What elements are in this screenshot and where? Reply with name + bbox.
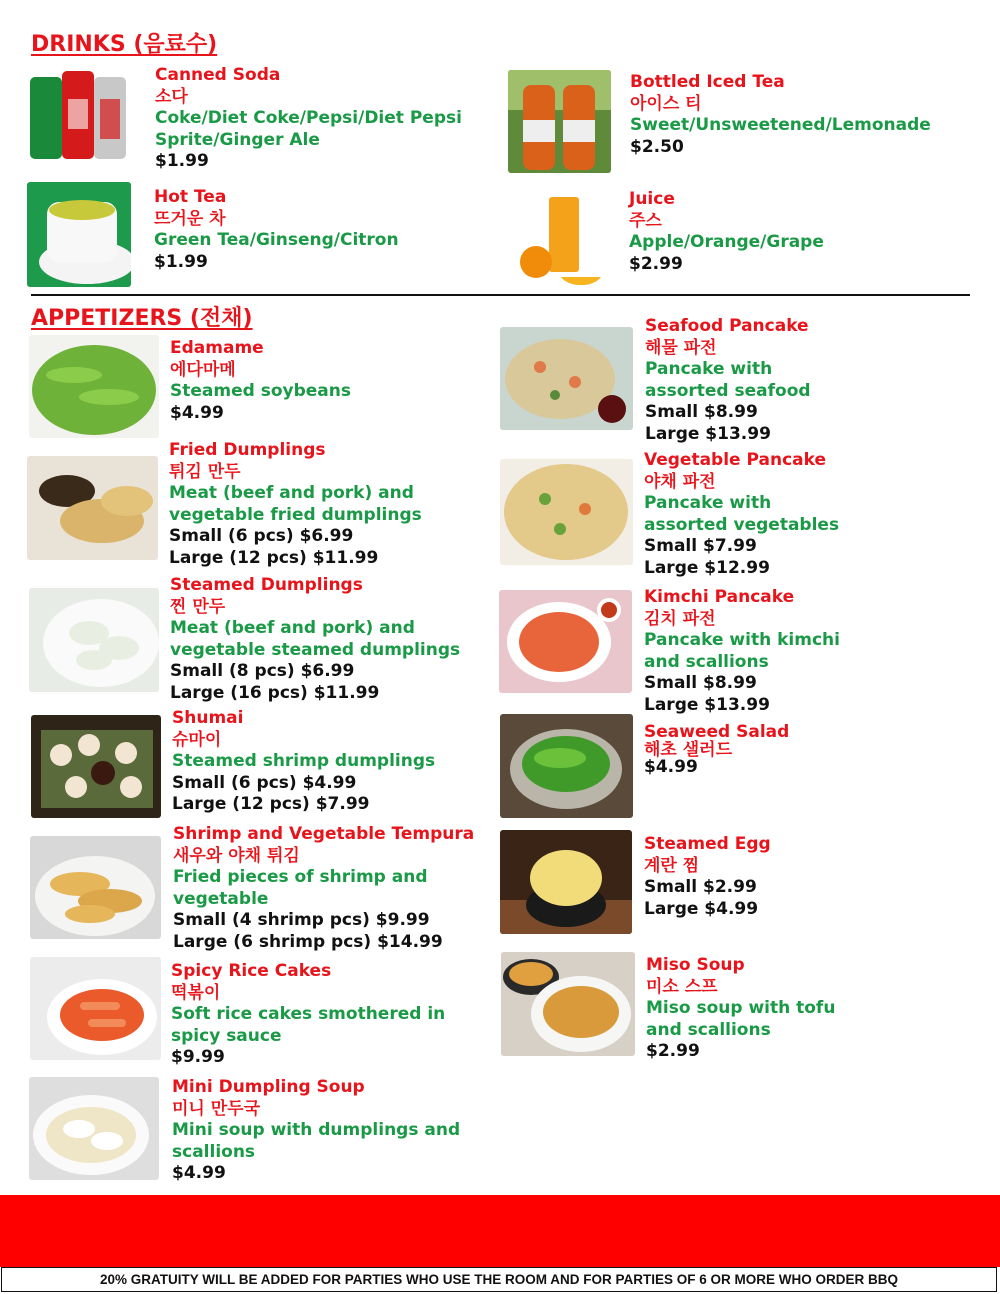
- bottled-iced-tea-photo: [508, 70, 611, 173]
- menu-item-steamed-egg: [644, 834, 964, 920]
- item-price: Large (16 pcs) $11.99: [170, 682, 380, 703]
- spicy-rice-cakes-photo: [30, 957, 161, 1060]
- item-price: Small (4 shrimp pcs) $9.99: [173, 910, 430, 930]
- item-name: Mini Dumpling Soup: [172, 1077, 365, 1097]
- canned-soda-photo: [28, 69, 128, 163]
- item-price: $4.99: [644, 757, 698, 777]
- item-description: Miso soup with tofu and scallions: [646, 998, 836, 1040]
- red-banner: [0, 1195, 1000, 1267]
- menu-item-miso-soup: [646, 955, 966, 1063]
- item-name: Shumai: [172, 708, 244, 728]
- vegetable-pancake-photo: [500, 459, 633, 565]
- item-name: Hot Tea: [154, 187, 227, 207]
- menu-item-edamame: [170, 338, 470, 424]
- menu-item-shumai: [172, 708, 472, 816]
- item-price: Large $13.99: [645, 423, 771, 444]
- item-korean-name: 야채 파전: [644, 471, 716, 492]
- item-name: Seafood Pancake: [645, 316, 809, 336]
- item-name: Canned Soda: [155, 65, 281, 85]
- hot-tea-photo: [27, 182, 131, 287]
- menu-item-seafood-pancake: [645, 316, 965, 445]
- item-name: Seaweed Salad: [644, 722, 790, 742]
- menu-item-mini-dumpling-soup: [172, 1077, 472, 1185]
- item-description: Meat (beef and pork) and vegetable fried dumplings: [169, 483, 422, 525]
- item-name: Kimchi Pancake: [644, 587, 795, 607]
- seafood-pancake-photo: [500, 327, 633, 430]
- item-korean-name: 떡볶이: [171, 982, 221, 1003]
- item-price: Large (12 pcs) $11.99: [169, 547, 379, 568]
- item-korean-name: 미니 만두국: [172, 1098, 261, 1119]
- item-korean-name: 소다: [155, 86, 188, 107]
- item-price: Large $4.99: [644, 898, 759, 919]
- item-description: Sweet/Unsweetened/Lemonade: [630, 115, 931, 135]
- item-description: Pancake with assorted seafood: [645, 359, 811, 401]
- item-name: Spicy Rice Cakes: [171, 961, 332, 981]
- item-korean-name: 해초 샐러드: [644, 739, 733, 760]
- item-description: Fried pieces of shrimp and vegetable: [173, 867, 428, 909]
- item-name: Fried Dumplings: [169, 440, 326, 460]
- item-korean-name: 새우와 야채 튀김: [173, 845, 300, 866]
- kimchi-pancake-photo: [499, 590, 632, 693]
- item-description: Meat (beef and pork) and vegetable steamed dumplings: [170, 618, 461, 660]
- item-korean-name: 튀김 만두: [169, 461, 241, 482]
- item-name: Miso Soup: [646, 955, 745, 975]
- item-korean-name: 에다마메: [170, 359, 236, 380]
- item-name: Steamed Dumplings: [170, 575, 363, 595]
- item-description: Coke/Diet Coke/Pepsi/Diet Pepsi Sprite/Ginger Ale: [155, 108, 462, 150]
- menu-item-juice: [629, 189, 959, 275]
- item-price: $4.99: [170, 402, 224, 423]
- item-price: Large (6 shrimp pcs) $14.99: [173, 931, 443, 952]
- menu-item-steamed-dumplings: [170, 575, 470, 704]
- item-description: Pancake with assorted vegetables: [644, 493, 840, 535]
- menu-item-vegetable-pancake: [644, 450, 964, 579]
- item-description: Steamed soybeans: [170, 381, 351, 401]
- item-description: Green Tea/Ginseng/Citron: [154, 230, 399, 250]
- juice-photo: [511, 182, 609, 285]
- gratuity-notice: 20% GRATUITY WILL BE ADDED FOR PARTIES WHO USE THE ROOM AND FOR PARTIES OF 6 OR MORE WHO ORDER BBQ: [1, 1267, 997, 1292]
- menu-item-canned-soda: [155, 65, 485, 173]
- item-korean-name: 김치 파전: [644, 608, 716, 629]
- item-name: Edamame: [170, 338, 264, 358]
- menu-item-kimchi-pancake: [644, 587, 964, 716]
- item-price: Small (8 pcs) $6.99: [170, 661, 355, 681]
- item-korean-name: 미소 스프: [646, 976, 718, 997]
- item-korean-name: 뜨거운 차: [154, 208, 226, 229]
- item-description: Apple/Orange/Grape: [629, 232, 824, 252]
- item-name: Juice: [629, 189, 675, 209]
- drinks-heading: DRINKS (음료수): [31, 32, 218, 57]
- item-korean-name: 슈마이: [172, 729, 222, 750]
- item-price: Large $13.99: [644, 694, 770, 715]
- item-korean-name: 계란 찜: [644, 855, 700, 876]
- item-price: $2.99: [646, 1041, 700, 1061]
- appetizers-heading: APPETIZERS (전채): [31, 306, 253, 331]
- item-price: $9.99: [171, 1047, 225, 1067]
- tempura-photo: [30, 836, 161, 939]
- fried-dumplings-photo: [27, 456, 158, 560]
- item-price: $4.99: [172, 1163, 226, 1183]
- steamed-egg-photo: [500, 830, 632, 934]
- section-divider: [31, 294, 970, 296]
- item-name: Shrimp and Vegetable Tempura: [173, 824, 475, 844]
- seaweed-salad-photo: [500, 714, 633, 818]
- item-price: Small $8.99: [644, 673, 757, 693]
- item-description: Steamed shrimp dumplings: [172, 751, 436, 771]
- item-korean-name: 찐 만두: [170, 596, 226, 617]
- menu-item-seaweed-salad: [644, 724, 964, 777]
- item-description: Mini soup with dumplings and scallions: [172, 1120, 461, 1162]
- item-price: Small $2.99: [644, 877, 757, 897]
- item-price: Large (12 pcs) $7.99: [172, 794, 370, 814]
- edamame-photo: [29, 335, 159, 438]
- item-price: Small $7.99: [644, 536, 757, 556]
- item-korean-name: 주스: [629, 210, 662, 231]
- miso-soup-photo: [501, 952, 635, 1056]
- item-korean-name: 아이스 티: [630, 93, 702, 114]
- item-price: $2.99: [629, 253, 683, 274]
- item-korean-name: 해물 파전: [645, 337, 717, 358]
- item-price: $2.50: [630, 136, 684, 157]
- item-name: Bottled Iced Tea: [630, 72, 785, 92]
- item-price: Small (6 pcs) $6.99: [169, 526, 354, 546]
- item-price: $1.99: [155, 151, 209, 171]
- menu-item-shrimp-vegetable-tempura: [173, 824, 473, 953]
- shumai-photo: [31, 715, 161, 818]
- steamed-dumplings-photo: [29, 588, 159, 692]
- item-description: Soft rice cakes smothered in spicy sauce: [171, 1004, 446, 1046]
- item-name: Vegetable Pancake: [644, 450, 827, 470]
- item-description: Pancake with kimchi and scallions: [644, 630, 840, 672]
- item-price: Small $8.99: [645, 402, 758, 422]
- item-price: $1.99: [154, 251, 208, 272]
- item-price: Small (6 pcs) $4.99: [172, 772, 357, 793]
- item-price: Large $12.99: [644, 557, 770, 578]
- menu-item-hot-tea: [154, 187, 484, 273]
- menu-item-fried-dumplings: [169, 440, 469, 569]
- menu-item-bottled-iced-tea: [630, 72, 960, 158]
- mini-dumpling-soup-photo: [29, 1077, 159, 1180]
- menu-item-spicy-rice-cakes: [171, 961, 471, 1069]
- item-name: Steamed Egg: [644, 834, 771, 854]
